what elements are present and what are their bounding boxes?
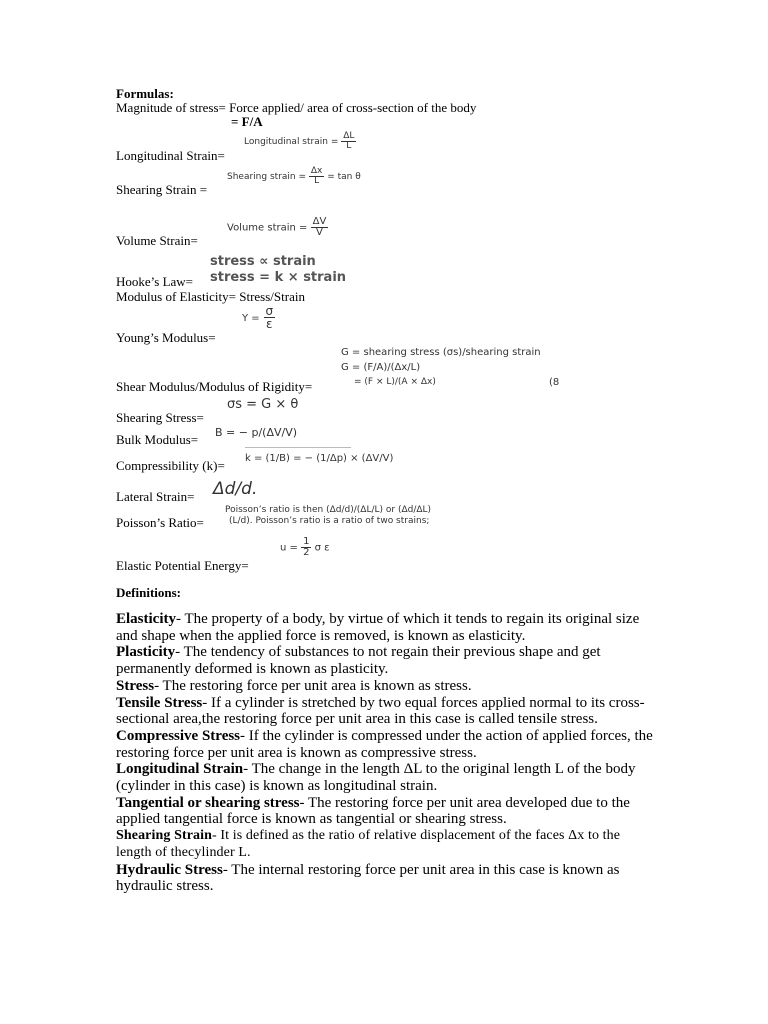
young-lhs: Y = <box>242 313 260 324</box>
shearing-strain-formula-image: Shearing strain = $\frac{\Delta x}{L}$ = tan θ <box>227 166 361 186</box>
shearing-img-rhs: = tan θ <box>327 172 361 182</box>
lateral-strain-formula-image: Δd/d. <box>213 479 258 499</box>
shearing-img-num: Δx <box>310 166 323 176</box>
shear-modulus-image-line2: G = (F/A)/(Δx/L) <box>341 362 421 373</box>
bulk-modulus-formula-image: B = − p/(ΔV/V) <box>215 426 298 439</box>
definition-hydraulic-stress <box>116 862 656 895</box>
energy-num: 1 <box>303 536 310 547</box>
hooke-law-label: Hooke’s Law= <box>116 274 194 289</box>
shearing-img-lhs: Shearing strain <box>227 172 296 182</box>
definition-text: - The restoring force per unit area developed due to the applied tangential force is known as tangential or shearing stress. <box>116 794 630 828</box>
definition-stress <box>116 678 656 695</box>
young-modulus-label: Young’s Modulus= <box>116 330 216 345</box>
modulus-of-elasticity-label: Modulus of Elasticity= Stress/Strain <box>116 289 305 304</box>
definition-text: - It is defined as the ratio of relative displacement of the faces Δx to the length of thecylinder L. <box>116 828 621 860</box>
stress-formula-equation: = F/A <box>231 114 263 129</box>
volume-img-num: ΔV <box>312 216 327 227</box>
volume-img-den: V <box>316 227 323 238</box>
bulk-modulus-label: Bulk Modulus= <box>116 432 199 447</box>
energy-lhs: u = <box>280 542 298 554</box>
definition-plasticity <box>116 644 656 677</box>
definition-term: Elasticity <box>116 611 176 627</box>
definition-term: Shearing Strain <box>116 828 213 844</box>
poisson-ratio-label: Poisson’s Ratio= <box>116 515 204 530</box>
poisson-ratio-image-line2: (L/d). Poisson’s ratio is a ratio of two strains; <box>229 516 430 526</box>
young-modulus-formula-image <box>242 305 275 330</box>
compressibility-label: Compressibility (k)= <box>116 458 225 473</box>
formulas-heading: Formulas: <box>116 86 174 101</box>
definition-elasticity <box>116 611 656 644</box>
longitudinal-img-lhs: Longitudinal strain <box>244 137 328 147</box>
shear-modulus-image-line3: = (F × L)/(A × Δx) <box>354 377 436 387</box>
poisson-ratio-image-line1: Poisson’s ratio is then (Δd/d)/(ΔL/L) or (Δd/ΔL) <box>225 505 432 515</box>
definition-tensile-stress <box>116 695 656 728</box>
elastic-energy-formula-image <box>280 537 330 558</box>
definition-term: Longitudinal Strain <box>116 761 244 778</box>
definition-compressive-stress <box>116 728 656 761</box>
compressibility-image-top-rule <box>245 447 351 448</box>
definition-term: Hydraulic Stress <box>116 861 223 878</box>
definition-text: - The internal restoring force per unit area in this case is known as hydraulic stress. <box>116 861 620 895</box>
shear-modulus-equation-number: (8 <box>549 377 560 388</box>
shear-modulus-label: Shear Modulus/Modulus of Rigidity= <box>116 379 313 394</box>
definition-longitudinal-strain <box>116 761 656 794</box>
volume-img-lhs: Volume strain <box>227 222 296 234</box>
definition-text: - The property of a body, by virtue of which it tends to regain its original size and shape when the applied force is removed, is known as elasticity. <box>116 611 640 644</box>
definition-term: Tangential or shearing stress <box>116 794 300 811</box>
definition-text: - The tendency of substances to not regain their previous shape and get permanently deformed is known as plasticity. <box>116 644 601 678</box>
definition-tangential-shearing-stress <box>116 795 656 828</box>
compressibility-formula-image: k = (1/B) = − (1/Δp) × (ΔV/V) <box>245 453 394 464</box>
energy-rhs: σ ε <box>314 542 330 554</box>
longitudinal-strain-formula-image: Longitudinal strain = $\frac{\Delta L}{L}$ <box>244 131 355 151</box>
longitudinal-img-den: L <box>346 141 352 151</box>
definition-text: - If the cylinder is compressed under the action of applied forces, the restoring force per unit area is known as compressive stress. <box>116 727 653 761</box>
shearing-img-den: L <box>314 176 320 186</box>
definition-term: Compressive Stress <box>116 727 241 744</box>
young-num: σ <box>265 304 274 318</box>
shearing-stress-formula-image: σs = G × θ <box>227 397 299 412</box>
hooke-law-image-line1: stress ∝ strain <box>210 254 316 269</box>
definition-text: - The change in the length ΔL to the original length L of the body (cylinder in this case) is known as longitudinal strain. <box>116 761 636 795</box>
definitions-list <box>116 611 656 895</box>
definition-term: Stress <box>116 677 155 694</box>
definitions-heading: Definitions: <box>116 585 181 600</box>
definition-term: Plasticity <box>116 644 176 661</box>
definition-text: - If a cylinder is stretched by two equal forces applied normal to its cross-sectional area,the restoring force per unit area in this case is called tensile stress. <box>116 694 645 728</box>
young-den: ε <box>266 317 273 331</box>
shearing-stress-label: Shearing Stress= <box>116 410 204 425</box>
elastic-energy-label: Elastic Potential Energy= <box>116 558 249 573</box>
lateral-strain-label: Lateral Strain= <box>116 489 195 504</box>
volume-strain-formula-image: Volume strain = $\frac{\Delta V}{V}$ <box>227 216 327 238</box>
stress-formula-label: Magnitude of stress= Force applied/ area of cross-section of the body <box>116 100 477 115</box>
energy-den: 2 <box>303 547 310 558</box>
shear-modulus-image-line1: G = shearing stress (σs)/shearing strain <box>341 347 541 358</box>
hooke-law-image-line2: stress = k × strain <box>210 270 347 285</box>
longitudinal-img-num: ΔL <box>343 131 355 141</box>
shearing-strain-label: Shearing Strain = <box>116 182 208 197</box>
longitudinal-strain-label: Longitudinal Strain= <box>116 148 225 163</box>
definition-shearing-strain <box>116 828 656 861</box>
volume-strain-label: Volume Strain= <box>116 233 198 248</box>
definition-term: Tensile Stress <box>116 694 203 711</box>
definition-text: - The restoring force per unit area is known as stress. <box>154 677 472 694</box>
